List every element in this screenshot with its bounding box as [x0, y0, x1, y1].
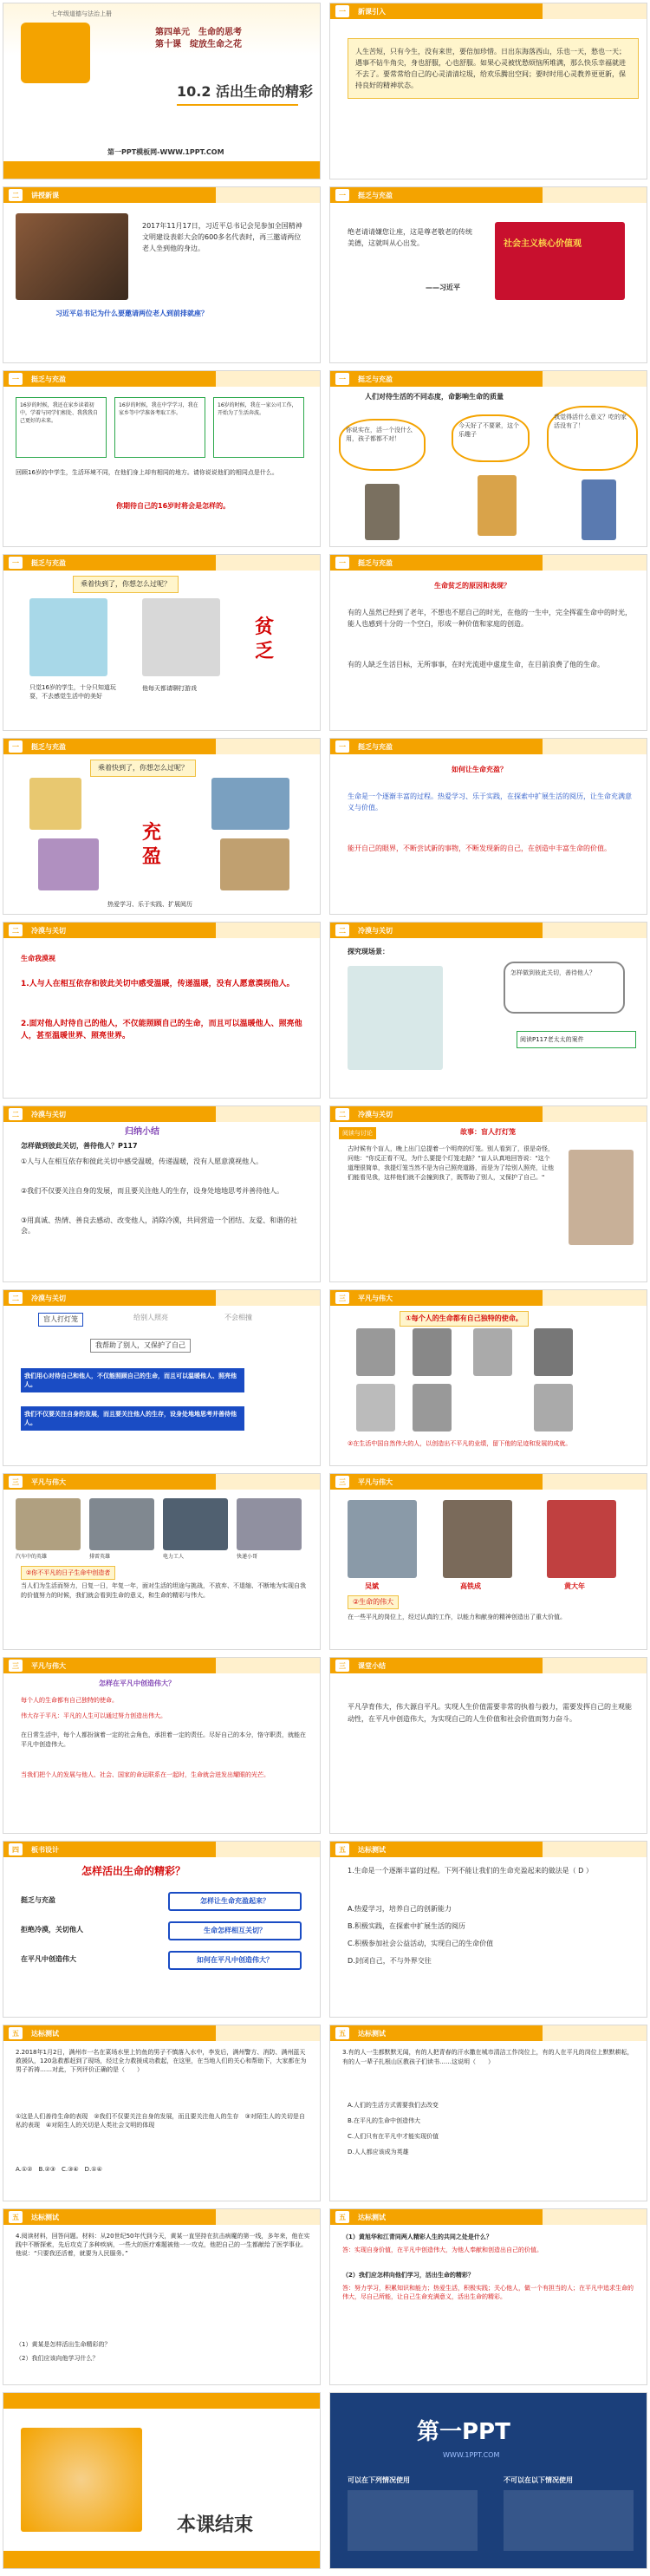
cover-divider	[177, 104, 298, 106]
section-title: 挺乏与充盈	[358, 191, 393, 199]
row-3	[3, 370, 647, 547]
gamer-photo	[142, 598, 220, 676]
option-c[interactable]: C.人们只有在平凡中才能实现价值	[348, 2133, 439, 2140]
section-title: 板书设计	[31, 1845, 59, 1854]
section-num: 二	[9, 189, 23, 201]
story-title: 故事：盲人打灯笼	[460, 1128, 516, 1136]
section-title: 达标测试	[31, 2029, 59, 2038]
header-bar	[543, 1658, 647, 1673]
board-left-1: 挺乏与充盈	[21, 1896, 55, 1904]
option-b[interactable]: B.积极实践，在探索中扩展生活的阅历	[348, 1922, 466, 1930]
section-num: 一	[335, 189, 349, 201]
board-right-1[interactable]: 怎样让生命充盈起来？	[168, 1892, 302, 1911]
para-2: 有的人缺乏生活目标，无所事事，在时光流逝中虚度生命，在目前浪费了他的生命。	[348, 661, 604, 668]
header-bar	[216, 1658, 320, 1673]
cover-title: 10.2 活出生命的精彩	[177, 83, 314, 100]
can-use-title: 可以在下列情况使用	[348, 2476, 410, 2484]
slide-teach[interactable]	[3, 186, 321, 363]
header-bar	[543, 1106, 647, 1122]
slide-summary-1[interactable]	[3, 1105, 321, 1282]
slide-great-3[interactable]	[329, 1473, 647, 1650]
question-cloud: 怎样做到彼此关切，善待他人？	[504, 962, 625, 1014]
cover-lesson: 第十课 绽放生命之花	[155, 40, 242, 49]
section-title: 讲授新课	[31, 191, 59, 199]
slide-lantern[interactable]	[3, 1289, 321, 1466]
summary-question: 怎样做到彼此关切，善待他人？P117	[21, 1142, 138, 1150]
board-right-3[interactable]: 如何在平凡中创造伟大？	[168, 1951, 302, 1970]
point-2: ②我们不仅要关注自身的发展，而且要关注他人的生存，设身处地地思考并善待他人。	[21, 1187, 284, 1195]
section-num: 五	[335, 1843, 349, 1855]
cover-unit: 第四单元 生命的思考	[155, 28, 242, 37]
old-man-figure	[365, 484, 400, 540]
section-num: 二	[9, 1108, 23, 1120]
pencil-illustration	[21, 2428, 142, 2532]
board-title: 怎样活出生命的精彩？	[81, 1865, 186, 1877]
slide-header	[330, 1474, 647, 1490]
slide-poor[interactable]	[3, 554, 321, 731]
child-figure	[582, 479, 616, 540]
header-bar	[543, 187, 647, 203]
row-10	[3, 1657, 647, 1834]
section-title: 达标测试	[358, 2213, 386, 2221]
slide-explore[interactable]	[329, 922, 647, 1099]
slide-great-2[interactable]	[3, 1473, 321, 1650]
chain-step-2: 给别人照亮	[133, 1314, 168, 1321]
row-7	[3, 1105, 647, 1282]
reference-box: 阅读P117老太太的案件	[517, 1031, 636, 1048]
slide-title: 如何让生命充盈？	[452, 766, 507, 773]
answers[interactable]: A.①② B.②③ C.③④ D.①④	[16, 2166, 102, 2173]
slide-header	[3, 739, 320, 754]
portrait-3	[473, 1328, 512, 1376]
portrait-1	[356, 1328, 395, 1376]
section-title: 达标测试	[358, 1845, 386, 1854]
section-title: 冷漠与关切	[31, 1110, 66, 1118]
option-d[interactable]: D.人人都应该成为英雄	[348, 2149, 409, 2155]
slide-header	[330, 923, 647, 938]
question-1: （1）黄某是怎样活出生命精彩的？	[16, 2341, 111, 2348]
slide-header	[330, 1658, 647, 1673]
intro-body: 人生苦短，只有今生，没有来世，要倍加珍惜。日出东海落西山，乐也一天，愁也一天；遇事不钻牛角尖，身也舒服，心也舒服。如果心灵被忧愁烦恼所堆满，那么快乐幸福就进不去了。要常常给自己的心灵清清垃圾，给欢乐腾出空间；要时时用心灵教养更更新，保持良好的精神状态。	[348, 38, 639, 99]
slide-header	[330, 1842, 647, 1857]
blue-box-2: 我们不仅要关注自身的发展，而且要关注他人的生存，设身处地地思考并善待他人。	[21, 1406, 244, 1431]
header-bar	[543, 371, 647, 387]
portrait-2	[413, 1328, 452, 1376]
slide-test-1[interactable]	[329, 1841, 647, 2018]
box: ②生命的伟大	[348, 1595, 399, 1609]
cloud-1: 你说实在，活一个没什么用，孩子都都不对！	[339, 419, 426, 471]
slide-great-1[interactable]	[329, 1289, 647, 1466]
slide-test-5[interactable]	[329, 2208, 647, 2385]
slide-cover[interactable]	[3, 3, 321, 179]
big-word: 贫乏	[255, 616, 275, 662]
explore-label: 探究现场景：	[348, 948, 389, 955]
slide-header	[330, 2025, 647, 2041]
row-2	[3, 186, 647, 363]
section-title: 平凡与伟大	[31, 1477, 66, 1486]
board-left-2: 拒绝冷漠，关切他人	[21, 1926, 83, 1934]
cartoon-scene	[348, 966, 443, 1070]
slide-cold[interactable]	[3, 922, 321, 1099]
answer-1: 答：实现自身价值，在平凡中创造伟大，为他人奉献和创造出自己的价值。	[342, 2247, 543, 2253]
line-2: 伟大存于平凡：平凡的人生可以通过努力创造出伟大。	[21, 1712, 166, 1719]
header-bar	[216, 1106, 320, 1122]
slide-rich[interactable]	[3, 738, 321, 915]
section-title: 挺乏与充盈	[31, 375, 66, 383]
slide-header	[330, 739, 647, 754]
section-num: 四	[9, 1843, 23, 1855]
question-2: （2）我们应怎样向他们学习，活出生命的精彩？	[342, 2272, 474, 2279]
quote-box: ②你不平凡的日子生命中创造者	[21, 1566, 115, 1580]
slide-values[interactable]	[329, 186, 647, 363]
caption-2: 他每天都请聊打游戏	[142, 685, 197, 692]
section-num: 三	[335, 1292, 349, 1304]
para-2: 能开自己的眼界，不断尝试新的事物，不断发现新的自己，在创造中丰富生命的价值。	[348, 845, 611, 852]
section-title: 挺乏与充盈	[358, 375, 393, 383]
section-title: 达标测试	[358, 2029, 386, 2038]
blue-box-1: 我们用心对待自己和他人，不仅能照顾自己的生命，而且可以温暖他人、照亮他人。	[21, 1368, 244, 1392]
workshop-photo	[220, 838, 289, 890]
slide-intro[interactable]	[329, 3, 647, 179]
section-num: 三	[335, 1476, 349, 1488]
slide-header	[3, 1106, 320, 1122]
line-4: 当我们把个人的发展与他人、社会、国家的命运联系在一起时，生命就会迸发出耀眼的光芒。	[21, 1771, 270, 1778]
line-3: 在日常生活中，每个人都扮演着一定的社会角色，承担着一定的责任。尽好自己的本分，恪守职责，就能在平凡中创造伟大。	[21, 1731, 306, 1748]
end-bottom-bar	[3, 2551, 320, 2568]
slide-header	[3, 371, 320, 387]
portrait-5	[356, 1384, 395, 1431]
photo-2	[89, 1498, 154, 1550]
portrait-4	[534, 1328, 573, 1376]
header-bar	[216, 923, 320, 938]
slide-poor-reason[interactable]	[329, 554, 647, 731]
big-word: 充盈	[142, 822, 162, 868]
cover-bottom-bar	[3, 161, 320, 179]
section-num: 二	[335, 1108, 349, 1120]
chain-step-3: 不会相撞	[224, 1314, 252, 1321]
cannot-use-list	[504, 2490, 634, 2551]
header-bar	[216, 2209, 320, 2225]
photo-1	[16, 1498, 81, 1550]
quote-author: ——习近平	[426, 284, 460, 291]
row-14	[3, 2392, 647, 2569]
header-bar	[543, 739, 647, 754]
options: ①这是人们善待生命的表现 ②我们不仅要关注自身的发展，而且要关注他人的生存 ③对陌生人的关切是自私的表现 ④对陌生人的关切是人类社会文明的体现	[16, 2113, 305, 2129]
section-num: 一	[335, 373, 349, 385]
hero-name-3: 黄大年	[564, 1582, 585, 1590]
cannot-use-title: 不可以在以下情况使用	[504, 2476, 573, 2484]
section-num: 五	[335, 2027, 349, 2039]
row-13	[3, 2208, 647, 2385]
header-bar	[216, 555, 320, 571]
section-title: 达标测试	[31, 2213, 59, 2221]
question: 乘着快到了，你想怎么过呢？	[73, 576, 179, 593]
caption: 热爱学习、乐于实践、扩展阅历	[107, 901, 192, 908]
slide-rich-how[interactable]	[329, 738, 647, 915]
option-a[interactable]: A.热爱学习，培养自己的创新能力	[348, 1905, 452, 1913]
section-num: 二	[9, 1292, 23, 1304]
section-title: 挺乏与充盈	[31, 742, 66, 751]
portrait-6	[413, 1384, 452, 1431]
option-b[interactable]: B.在平凡的生命中创造伟大	[348, 2117, 421, 2124]
end-text: 本课结束	[177, 2514, 254, 2536]
hero-photo-1	[348, 1500, 417, 1578]
hero-name-1: 吴斌	[365, 1582, 379, 1590]
section-title: 挺乏与充盈	[31, 558, 66, 567]
slide-header	[3, 187, 320, 203]
section-title: 冷漠与关切	[31, 926, 66, 935]
slide-header	[330, 187, 647, 203]
header-bar	[543, 3, 647, 19]
section-title: 挺乏与充盈	[358, 558, 393, 567]
para-1: 有的人虽然已经到了老年，不想也不愿自己的时光，在他的一生中，完全挥霍生命中的时光，能人也感到十分的一个空白，形成一种价值和家庭的创造。	[348, 609, 632, 628]
story-tag: 阅读与讨论	[339, 1127, 376, 1139]
slide-header	[3, 1842, 320, 1857]
answer-2: 答：努力学习，积累知识和能力；热爱生活，积极实践；关心他人，做一个有担当的人；在平凡中追求生命的伟大，尽自己所能，让自己生命充满意义，活出生命的精彩。	[342, 2285, 634, 2300]
ask-text: 你期待自己的16岁时将会是怎样的。	[116, 502, 231, 510]
header-bar	[543, 1290, 647, 1306]
line-1: 每个人的生命都有自己独特的使命。	[21, 1697, 118, 1704]
blind-man-illustration	[569, 1150, 634, 1245]
hero-photo-3	[547, 1500, 616, 1578]
photo-3	[163, 1498, 228, 1550]
row-8	[3, 1289, 647, 1466]
values-banner: 社会主义核心价值观	[504, 239, 582, 249]
slide-header	[3, 1658, 320, 1673]
section-num: 一	[335, 5, 349, 17]
can-use-list	[348, 2490, 478, 2551]
row-9	[3, 1473, 647, 1650]
body: 当人们为生活而努力，日复一日，年复一年，面对生活的坦途与挑战，不放弃、不退缩、不断地为实现自我的价值努力的时候，我们就会看到生命的意义，和生命的精彩与伟大。	[21, 1582, 306, 1599]
section-num: 三	[9, 1476, 23, 1488]
section-title: 平凡与伟大	[358, 1294, 393, 1302]
section-num: 五	[9, 2027, 23, 2039]
row-11	[3, 1841, 647, 2018]
section-num: 二	[9, 924, 23, 936]
section-num: 五	[9, 2211, 23, 2223]
footnote: ②在生活中国自然伟大的人，以创造出不平凡的业绩，留下他的足迹和发展的成就。	[348, 1440, 572, 1447]
section-title: 挺乏与充盈	[358, 742, 393, 751]
header-bar	[216, 371, 320, 387]
row-4	[3, 554, 647, 731]
slide-end[interactable]	[3, 2392, 321, 2569]
student-photo	[29, 598, 107, 676]
para-1: 生命是一个逐渐丰富的过程。热爱学习、乐于实践，在探索中扩展生活的阅历，让生命充满意义与价值。	[348, 792, 632, 812]
slide-title: 怎样在平凡中创造伟大？	[99, 1679, 175, 1687]
section-title: 平凡与伟大	[358, 1477, 393, 1486]
headline: ①每个人的生命都有自己独特的使命。	[400, 1311, 529, 1327]
point-1: ①人与人在相互依存和彼此关切中感受温暖，传递温暖，没有人愿意漠视他人。	[21, 1158, 263, 1165]
subheader: 人们对待生活的不同态度，命影响生命的质量	[365, 393, 504, 401]
header-bar	[543, 923, 647, 938]
option-d[interactable]: D.封闭自己，不与外界交往	[348, 1957, 432, 1965]
slide-header	[330, 371, 647, 387]
slide-brand[interactable]	[329, 2392, 647, 2569]
question-1: （1）黄旭华和江青同两人精彩人生的共同之处是什么？	[342, 2234, 492, 2240]
teach-question: 习近平总书记为什么要邀请两位老人到前排就座？	[55, 310, 208, 317]
option-c[interactable]: C.积极参加社会公益活动，实现自己的生命价值	[348, 1940, 494, 1947]
section-num: 三	[9, 1660, 23, 1672]
slide-header	[3, 923, 320, 938]
header-bar	[543, 1842, 647, 1857]
brand-url: WWW.1PPT.COM	[443, 2451, 500, 2459]
header-bar	[543, 555, 647, 571]
card-2: 16岁的时候，我在中学学习，我在家乡等中学准备考取工作。	[114, 397, 205, 458]
question: 2.2018年1月2日，满州市一名在菜场水里上钓鱼的男子不慎落入水中，李发后，满州警方、消防、满州蓝天救援队，120急救都赶到了现场，经过全力救援成功救起，在这里，在当地人们的关心和帮助下，大家都在为男子祈祷……对此，下列评价正确的是（ ）	[16, 2049, 307, 2073]
cover-footer: 第一PPT模板网-WWW.1PPT.COM	[107, 148, 224, 156]
piano-photo	[211, 778, 289, 830]
meeting-photo	[16, 213, 128, 300]
section-num: 一	[9, 740, 23, 753]
header-bar	[216, 1842, 320, 1857]
header-bar	[216, 739, 320, 754]
board-right-2[interactable]: 生命怎样相互关切？	[168, 1921, 302, 1940]
question-2: （2）我们应该向他学习什么？	[16, 2355, 99, 2362]
row-6	[3, 922, 647, 1099]
board-left-3: 在平凡中创造伟大	[21, 1955, 76, 1963]
section-num: 二	[335, 924, 349, 936]
slide-great-how[interactable]	[3, 1657, 321, 1834]
body: 在一些平凡的岗位上，经过认真的工作，以能力和献身的精神创造出了重大价值。	[348, 1614, 566, 1621]
slide-board[interactable]	[3, 1841, 321, 2018]
cover-logo-icon	[21, 23, 90, 83]
section-title: 冷漠与关切	[31, 1294, 66, 1302]
slide-grid	[3, 3, 647, 2576]
quote-body: 绝老请请嫌您让座，这是尊老敬老的传统美德，这就叫从心出发。	[348, 228, 472, 247]
material: 4.阅读材料，回答问题。材料：从20世纪50年代到今天，黄某一直坚持在抗击病魔的第一线，多年来，他在实践中不断探索，先后攻克了多种疾病，一些大的医疗难题被他一一攻克，他把自己的一生都献给了医学事业。他说：“只要我还活着，就要为人民服务。”	[16, 2233, 310, 2257]
slide-story[interactable]	[329, 1105, 647, 1282]
header-bar	[216, 2025, 320, 2041]
teach-body: 2017年11月17日，习近平总书记会见参加全国精神文明建设表彰大会的600多名代表时，再三邀请两位老人坐到他的身边。	[142, 222, 302, 252]
portrait-7	[534, 1384, 573, 1431]
section-title: 新课引入	[358, 7, 386, 16]
brand-logo: 第一PPT	[417, 2419, 510, 2445]
end-top-bar	[3, 2393, 320, 2409]
slide-header	[3, 2025, 320, 2041]
section-num: 五	[335, 2211, 349, 2223]
question: 乘着快到了，你想怎么过呢？	[90, 760, 196, 777]
slide-header	[330, 1290, 647, 1306]
row-12	[3, 2025, 647, 2201]
slide-test-2[interactable]	[3, 2025, 321, 2201]
header-bar	[543, 1474, 647, 1490]
slide-test-3[interactable]	[329, 2025, 647, 2201]
card-3: 16岁的时候，我在一家公司工作，开始为了生活奔波。	[213, 397, 304, 458]
section-title: 平凡与伟大	[31, 1661, 66, 1670]
slide-attitude[interactable]	[329, 370, 647, 547]
section-num: 三	[335, 1660, 349, 1672]
slide-class-summary[interactable]	[329, 1657, 647, 1834]
header-bar	[216, 1474, 320, 1490]
cloud-2: 今天好了不要紧，这个乐趣子	[452, 414, 530, 462]
photo-cap-2: 排雷英雄	[89, 1554, 111, 1560]
section-num: 一	[335, 740, 349, 753]
photo-cap-1: 汽车中的英雄	[16, 1554, 48, 1560]
slide-header	[330, 2209, 647, 2225]
header-bar	[543, 2025, 647, 2041]
photo-cap-3: 电力工人	[163, 1554, 185, 1560]
slide-header	[3, 1474, 320, 1490]
slide-test-4[interactable]	[3, 2208, 321, 2385]
dog-figure	[478, 475, 517, 536]
photo-cap-4: 快递小哥	[237, 1554, 258, 1560]
hero-name-2: 高铁成	[460, 1582, 481, 1590]
photo-4	[237, 1498, 302, 1550]
chain-start: 盲人打灯笼	[38, 1313, 83, 1327]
slide-title: 生命贫乏的原因和表现？	[434, 582, 510, 590]
slide-header	[330, 555, 647, 571]
section-title: 冷漠与关切	[358, 1110, 393, 1118]
slide-header	[3, 1290, 320, 1306]
values-poster	[495, 222, 625, 300]
reading-photo	[29, 778, 81, 830]
section-num: 一	[9, 373, 23, 385]
slide-header	[3, 2209, 320, 2225]
slide-header	[330, 3, 647, 19]
card-1: 16岁的时候，我还在家乡读着初中，学着与同学们相处、我我我自己更好的未来。	[16, 397, 107, 458]
hero-photo-2	[443, 1500, 512, 1578]
cover-tag: 七年级道德与法治上册	[51, 10, 112, 17]
label: 生命我漠视	[21, 955, 55, 962]
summary-title: 归纳小结	[125, 1127, 159, 1137]
line-2: 2.面对他人时待自己的他人，不仅能照顾自己的生命，而且可以温暖他人、照亮他人，甚至温暖世界、照亮世界。	[21, 1020, 302, 1040]
header-bar	[543, 2209, 647, 2225]
story-body: 古时候有个盲人，晚上出门总提着一个明亮的灯笼。别人看到了，很是奇怪，问他："你反正看不见，为什么要提个灯笼走路？"盲人认真地回答说："这个道理很简单，我提灯笼当然不是为自己照亮道路，而是为了给别人照亮，让他们能看见我，这样他们就不会撞到我了，既帮助了别人，又保护了自己。"	[348, 1145, 554, 1181]
line-1: 1.人与人在相互依存和彼此关切中感受温暖，传递温暖，没有人愿意漠视他人。	[21, 980, 295, 988]
graduate-photo	[38, 838, 99, 890]
question: 1.生命是一个逐渐丰富的过程。下列不能让我们的生命充盈起来的做法是（ D ）	[348, 1867, 593, 1875]
point-3: ③用真诚、热情、善良去感动、改变他人，消除冷漠，共同营造一个团结、友爱、和谐的社会。	[21, 1216, 298, 1235]
slide-header	[3, 555, 320, 571]
slide-16[interactable]	[3, 370, 321, 547]
row-5	[3, 738, 647, 915]
header-bar	[216, 187, 320, 203]
option-a[interactable]: A.人们的生活方式需要我们去改变	[348, 2102, 439, 2109]
body-text: 回顾16岁的中学生，生活环境不同，在他们身上却有相同的地方。请你说说他们的相同点是什么。	[16, 469, 278, 476]
chain-result: 我帮助了别人，又保护了自己	[90, 1339, 191, 1353]
header-bar	[216, 1290, 320, 1306]
section-num: 一	[335, 557, 349, 569]
row-1	[3, 3, 647, 179]
question: 3.有的人一生都默默无闻，有的人把青春的汗水撒在城市清洁工作岗位上，有的人在平凡的岗位上默默耕耘，有的人一辈子扎根山区教孩子们读书……这说明（ ）	[342, 2049, 634, 2065]
section-title: 冷漠与关切	[358, 926, 393, 935]
summary-body: 平凡孕育伟大，伟大源自平凡。实现人生价值需要非常的执着与毅力，需要发挥自己的主观能动性，在平凡中创造伟大，为实现自己的人生价值和社会价值而努力奋斗。	[348, 1703, 632, 1723]
cloud-3: 我觉得活什么意义？吃的家活没有了！	[547, 406, 638, 471]
section-num: 一	[9, 557, 23, 569]
section-title: 课堂小结	[358, 1661, 386, 1670]
slide-header	[330, 1106, 647, 1122]
caption-1: 只觉16岁的学生，十分只知道玩耍，不去感觉生活中的美好	[29, 684, 116, 700]
